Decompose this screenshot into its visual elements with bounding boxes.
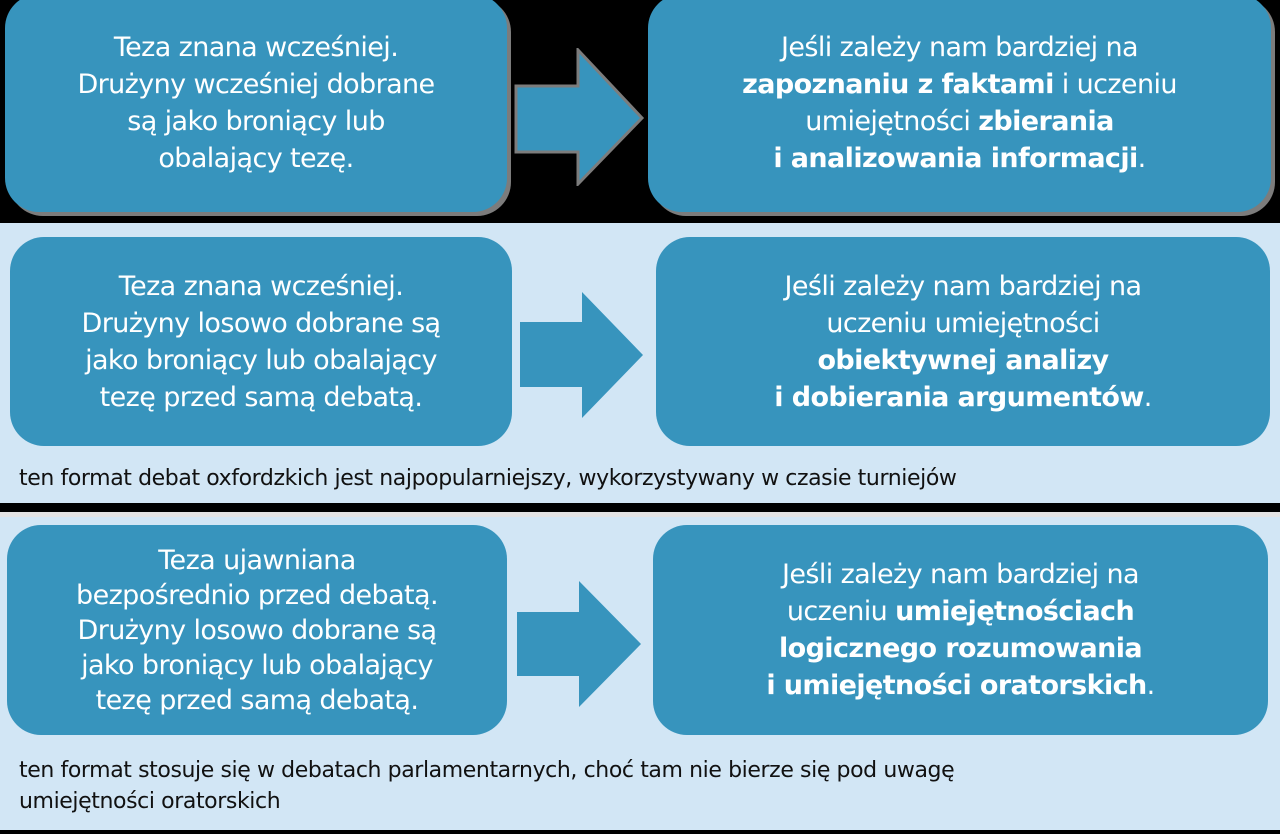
row3-condition-line: jako broniący lub obalający: [81, 649, 433, 681]
row2-condition-line: Drużyny losowo dobrane są: [81, 307, 441, 339]
row3-condition-line: Drużyny losowo dobrane są: [77, 614, 437, 646]
row2-outcome-line: uczeniu umiejętności: [826, 307, 1100, 339]
row3-condition-line: Teza ujawniana: [158, 544, 356, 576]
row2-condition-line: jako broniący lub obalający: [85, 344, 437, 376]
row3-highlight: logicznego rozumowania: [778, 633, 1143, 664]
row1-outcome-line: umiejętności zbierania: [805, 106, 1114, 137]
row2-highlight: obiektywnej analizy: [817, 344, 1109, 376]
row1-condition-line: Drużyny wcześniej dobrane: [77, 69, 435, 100]
row3-note-line: umiejętności oratorskich: [19, 789, 281, 814]
row2-outcome-line: i dobierania argumentów.: [774, 381, 1152, 413]
row3-note-line: ten format stosuje się w debatach parlamentarnych, choć tam nie bierze się pod uwagę: [19, 758, 955, 783]
row3-condition-line: tezę przed samą debatą.: [95, 684, 419, 716]
row1-highlight: zbierania: [978, 106, 1114, 137]
row1-outcome-line: zapoznaniu z faktami i uczeniu: [742, 69, 1177, 100]
row3-highlight: i umiejętności oratorskich: [766, 670, 1147, 701]
row1-condition-line: obalający tezę.: [158, 143, 354, 174]
row3-highlight: umiejętnościach: [895, 596, 1135, 627]
row2-condition-line: Teza znana wcześniej.: [118, 270, 404, 302]
row2-note: ten format debat oxfordzkich jest najpopularniejszy, wykorzystywany w czasie turniejów: [19, 466, 957, 491]
row1-right-arrow-icon: [514, 48, 646, 186]
row1-outcome-box: [648, 0, 1271, 212]
row3-condition-box: [7, 525, 507, 735]
row3-outcome-line: i umiejętności oratorskich.: [766, 670, 1155, 701]
row1-condition-line: są jako broniący lub: [127, 106, 385, 137]
row2-highlight: i dobierania argumentów: [774, 381, 1144, 413]
row3-note: [19, 755, 954, 817]
row1-highlight: zapoznaniu z faktami: [742, 69, 1054, 100]
row1-condition-line: Teza znana wcześniej.: [113, 32, 399, 63]
row3-right-arrow-icon: [517, 581, 641, 707]
row2-outcome-box: [656, 237, 1270, 446]
row2-condition-box: [10, 237, 512, 446]
row1-outcome-line: Jeśli zależy nam bardziej na: [780, 32, 1138, 63]
row3-outcome-line: [766, 630, 1154, 667]
row1-condition-box: [5, 0, 507, 212]
row2-outcome-line: Jeśli zależy nam bardziej na: [784, 270, 1142, 302]
row1-outcome-line: i analizowania informacji.: [773, 143, 1146, 174]
row3-condition-line: bezpośrednio przed debatą.: [76, 579, 438, 611]
row1-highlight: i analizowania informacji: [773, 143, 1138, 174]
row3-outcome-line: uczeniu umiejętnościach: [786, 596, 1135, 627]
row3-outcome-box: [653, 525, 1268, 735]
row2-right-arrow-icon: [520, 292, 644, 418]
row2-outcome-line: [774, 342, 1151, 379]
row2-condition-line: tezę przed samą debatą.: [99, 381, 423, 413]
row3-outcome-line: Jeśli zależy nam bardziej na: [781, 559, 1139, 590]
